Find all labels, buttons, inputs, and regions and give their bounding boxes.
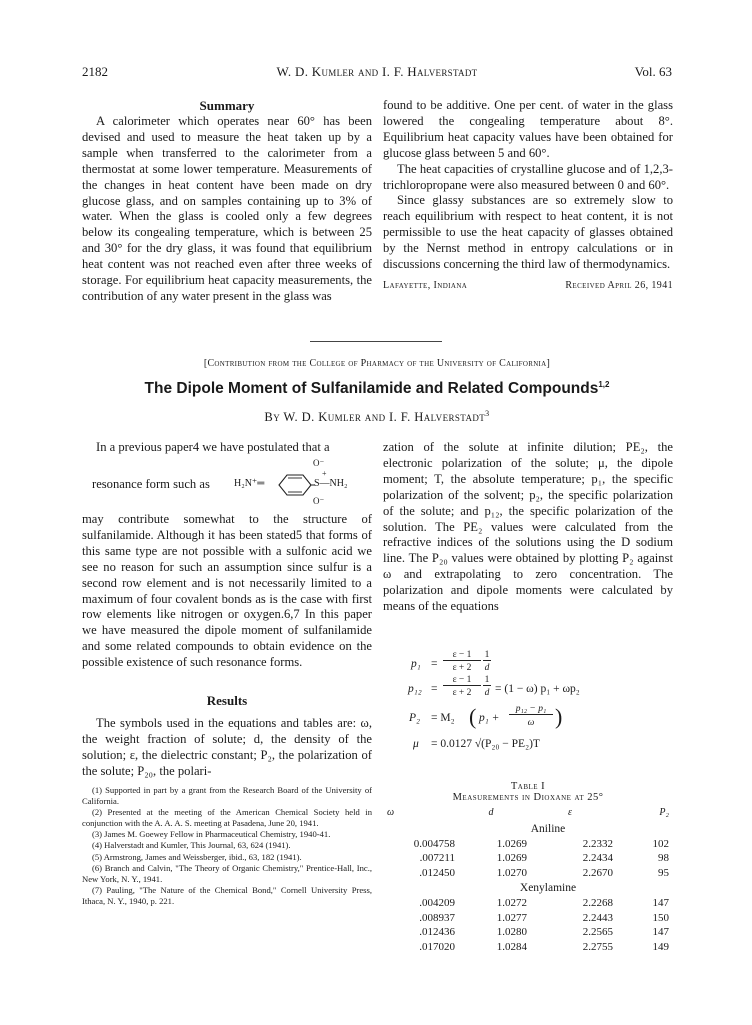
benzene-ring-icon xyxy=(275,473,315,497)
table-row xyxy=(383,837,673,852)
eq3-frac-den: ω xyxy=(527,718,535,728)
table-header-row xyxy=(383,806,673,821)
eq3-frac-num: p₁₂ − p₁ xyxy=(509,704,553,715)
cell-omega: .017020 xyxy=(419,940,455,953)
cell-d: 1.0277 xyxy=(496,911,527,924)
eq2-d-num: 1 xyxy=(484,675,490,685)
eq2-frac-den: ε + 2 xyxy=(452,688,472,698)
summary-heading: Summary xyxy=(199,98,255,113)
eq2-d-den: d xyxy=(484,688,490,698)
top-oxygen: O⁻ xyxy=(313,458,325,468)
cell-omega: .004209 xyxy=(419,897,455,909)
byline xyxy=(82,409,672,425)
data-table xyxy=(383,806,673,954)
eq3-lhs: P₂ xyxy=(409,712,421,724)
eq3-open-paren: ( xyxy=(469,704,477,729)
cell-omega: .012450 xyxy=(419,866,455,879)
header-authors: W. D. Kumler and I. F. Halverstadt xyxy=(276,64,478,79)
equations-block xyxy=(383,650,673,770)
summary-left-column xyxy=(82,114,372,305)
summary-paragraph: The heat capacities of crystalline glucose and of 1,2,3-trichloropropane were also measured between 0 and 60°. xyxy=(383,161,673,192)
page-number: 2182 xyxy=(82,64,108,79)
running-header xyxy=(82,64,672,82)
eq1-d-num: 1 xyxy=(484,650,490,660)
intro-paragraph: may contribute somewhat to the structure of sulfanilamide. Although it has been stated5 that forms of this same type are not possible with a sulfonic acid we see no reason for such an assumption since sulfur is a second row element and is not necessarily limited to a maximum of four covalent bonds as is the case with first row elements like nitrogen or oxygen.6,7 In this paper we have measured the dipole moment of sulfanilamide and some related compounds to obtain evidence on the possible existence of such resonance forms. xyxy=(82,512,372,670)
title-footnote-refs: 1,2 xyxy=(598,380,610,389)
table-label: Table I xyxy=(510,781,546,792)
cell-d: 1.0270 xyxy=(496,866,527,879)
footnote: (7) Pauling, "The Nature of the Chemical Bond," Cornell University Press, Ithaca, N. Y., 1940, p. 221. xyxy=(82,884,372,906)
table-row xyxy=(383,896,673,911)
resonance-structure xyxy=(82,456,372,510)
table-row xyxy=(383,925,673,940)
intro-line: In a previous paper4 we have postulated that a xyxy=(96,440,330,454)
eq1-frac-num: ε − 1 xyxy=(443,650,481,661)
intro-first-line xyxy=(82,440,372,456)
volume-label: Vol. 63 xyxy=(634,64,672,79)
eq3-rhs: = M₂ xyxy=(431,712,455,724)
eq2-lhs: p₁₂ xyxy=(408,683,422,695)
group-heading: Aniline xyxy=(530,822,566,835)
footnote: (1) Supported in part by a grant from the Research Board of the University of California. xyxy=(82,785,372,807)
summary-paragraph: found to be additive. One per cent. of water in the glass lowered the congealing temperature about 8°. Equilibrium heat capacity values have been obtained for glucose glass between 5 and 60°. xyxy=(383,98,673,160)
cell-omega: .012436 xyxy=(419,926,455,938)
cell-d: 1.0280 xyxy=(496,926,527,938)
cell-epsilon: 2.2434 xyxy=(582,852,613,864)
section-divider xyxy=(310,341,442,342)
col-header: ω xyxy=(387,807,395,818)
sulfur-charge: + xyxy=(322,469,327,478)
table-row xyxy=(383,911,673,926)
cell-epsilon: 2.2268 xyxy=(582,897,613,909)
footnote: (5) Armstrong, James and Weissberger, ibid., 63, 182 (1941). xyxy=(92,851,302,862)
cell-p2: 102 xyxy=(652,837,669,850)
col-header: ε xyxy=(568,807,572,818)
cell-p2: 147 xyxy=(652,926,669,938)
article-title xyxy=(82,380,672,398)
footnotes xyxy=(82,785,372,907)
summary-right-column xyxy=(383,98,673,294)
eq4-lhs: μ xyxy=(413,738,419,750)
footnote: (3) James M. Goewey Fellow in Pharmaceutical Chemistry, 1940-41. xyxy=(92,829,331,840)
cell-epsilon: 2.2332 xyxy=(582,837,613,850)
eq2-equals: = xyxy=(431,683,438,695)
cell-epsilon: 2.2443 xyxy=(582,911,613,924)
dateline xyxy=(383,278,673,294)
definitions-text: zation of the solute at infinite dilution; PE₂, the electronic polarization of the solute; μ, the dipole moment; T, the absolute temperature; p₁, the specific polarization of the solvent; p₂, the specific polarization of the solute; and p₁₂, the specific polarization of the solution. The PE₂ values were calculated from the refractive indices of the solutions using the D sodium line. The P₂₀ values were obtained by plotting P₂ against ω and extrapolating to zero concentration. The polarization and dipole moments were calculated by means of the equations xyxy=(383,440,673,614)
cell-p2: 95 xyxy=(658,866,669,879)
results-heading: Results xyxy=(206,693,248,708)
location: Lafayette, Indiana xyxy=(383,279,468,291)
cell-p2: 98 xyxy=(658,852,669,864)
eq1-d-den: d xyxy=(484,663,490,673)
cell-omega: .007211 xyxy=(419,852,455,864)
contribution-line: [Contribution from the College of Pharmacy of the University of California] xyxy=(203,358,551,369)
col-header: P₂ xyxy=(659,807,669,818)
cell-p2: 150 xyxy=(652,911,669,924)
bottom-oxygen: O⁻ xyxy=(313,496,325,506)
footnote: (2) Presented at the meeting of the American Chemical Society held in conjunction with the A. A. A. S. meeting at Pasadena, June 20, 1941. xyxy=(82,807,372,829)
eq4-rhs: = 0.0127 √(P₂₀ − PE₂)T xyxy=(431,738,540,750)
eq2-frac-num: ε − 1 xyxy=(443,675,481,686)
group-heading: Xenylamine xyxy=(519,882,577,894)
byline-footnote-ref: 3 xyxy=(485,409,490,418)
right-group: S—NH₂ xyxy=(314,478,348,489)
cell-omega: 0.004758 xyxy=(413,837,455,850)
left-group: H₂N⁺═ xyxy=(234,478,265,489)
table-title: Measurements in Dioxane at 25° xyxy=(452,792,604,803)
table-row xyxy=(383,851,673,866)
eq1-equals: = xyxy=(431,658,438,670)
eq3-p1: p₁ + xyxy=(479,712,500,724)
received-date: Received April 26, 1941 xyxy=(565,279,673,291)
cell-epsilon: 2.2755 xyxy=(582,940,613,953)
cell-d: 1.0284 xyxy=(496,940,527,953)
cell-d: 1.0269 xyxy=(496,837,527,850)
cell-p2: 147 xyxy=(652,897,669,909)
eq1-lhs: p₁ xyxy=(411,658,421,670)
cell-epsilon: 2.2565 xyxy=(582,926,613,938)
title-text: The Dipole Moment of Sulfanilamide and Related Compounds xyxy=(144,380,599,398)
cell-p2: 149 xyxy=(652,940,669,953)
footnote: (4) Halverstadt and Kumler, This Journal, 63, 624 (1941). xyxy=(92,840,291,851)
footnote: (6) Branch and Calvin, "The Theory of Organic Chemistry," Prentice-Hall, Inc., New York, N. Y., 1941. xyxy=(82,862,372,884)
byline-text: By W. D. Kumler and I. F. Halverstadt xyxy=(264,410,486,425)
table-row xyxy=(383,866,673,881)
cell-omega: .008937 xyxy=(419,911,455,924)
cell-epsilon: 2.2670 xyxy=(582,866,613,879)
cell-d: 1.0269 xyxy=(496,852,527,864)
structure-lead-text: resonance form such as xyxy=(92,477,210,491)
results-body xyxy=(82,716,372,780)
intro-body xyxy=(82,512,372,671)
table-row xyxy=(383,940,673,955)
eq2-rhs: = (1 − ω) p₁ + ωp₂ xyxy=(495,683,580,695)
col-header: d xyxy=(488,807,494,818)
definitions-paragraph xyxy=(383,440,673,615)
results-paragraph: The symbols used in the equations and tables are: ω, the weight fraction of solute; d, the density of the solution; ε, the dielectric constant; P₂, the polarization of the solute; P₂₀, the polari- xyxy=(82,716,372,778)
table-caption xyxy=(383,781,673,803)
summary-paragraph: Since glassy substances are so extremely slow to reach equilibrium with respect to heat content, it is not permissible to use the heat capacity of glasses obtained by the Nernst method in entropy calculations or in discussions concerning the third law of thermodynamics. xyxy=(383,193,673,272)
cell-d: 1.0272 xyxy=(496,897,527,909)
summary-paragraph: A calorimeter which operates near 60° has been devised and used to measure the heat taken up by a sample when transferred to the calorimeter from a thermostat at some lower temperature. Measurements of the changes in heat content have been made on dry glucose glass, and on samples containing up to 3% of water. When the glass is cooled only a few degrees below its congealing temperature, which is between 25 and 30° for the dry glass, it was found that equilibrium heat content was not reached even after three weeks of storage. For equilibrium heat capacity measurements, the contribution of any water present in the glass was xyxy=(82,114,372,303)
eq3-close-paren: ) xyxy=(555,704,563,729)
eq1-frac-den: ε + 2 xyxy=(452,663,472,673)
